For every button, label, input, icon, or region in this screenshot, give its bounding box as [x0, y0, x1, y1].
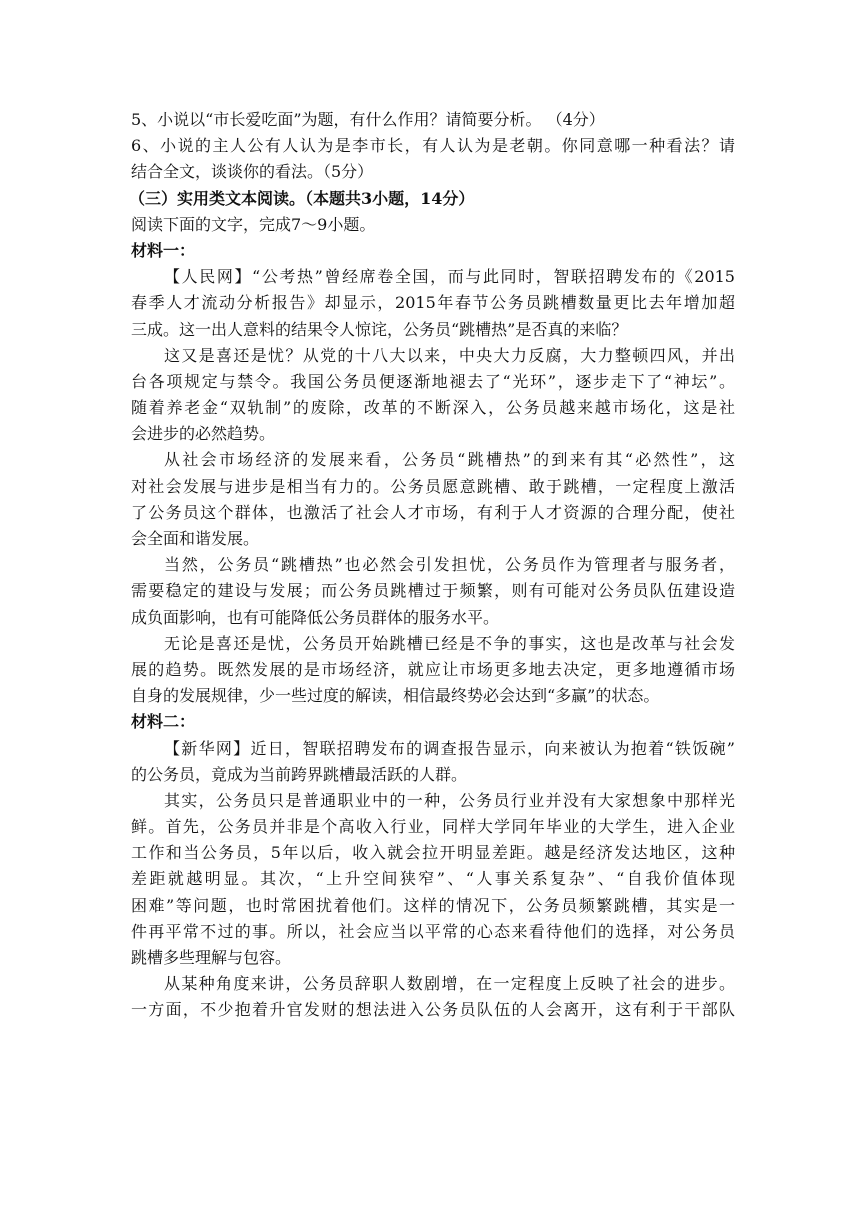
document-page	[131, 107, 735, 1024]
paragraph-line: 其实，公务员只是普通职业中的一种，公务员行业并没有大家想象中那样光	[164, 790, 735, 810]
paragraph-line: 台各项规定与禁令。我国公务员便逐渐地褪去了“光环”，逐步走下了“神坛”。	[131, 371, 735, 391]
paragraph-line: 会进步的必然趋势。	[131, 424, 276, 444]
paragraph-line: 自身的发展规律，少一些过度的解读，相信最终势必会达到“多赢”的状态。	[131, 686, 660, 706]
question-5: 5、小说以“市长爱吃面”为题，有什么作用？请简要分析。 （4分）	[131, 110, 605, 129]
section-instruction: 阅读下面的文字，完成7～9小题。	[131, 214, 376, 234]
paragraph-line: 了公务员这个群体，也激活了社会人才市场，有利于人才资源的合理分配，使社	[131, 502, 735, 522]
paragraph-line: 这又是喜还是忧？从党的十八大以来，中央大力反腐，大力整顿四风，并出	[164, 345, 735, 365]
material-1-heading: 材料一：	[131, 240, 196, 260]
paragraph-line: 从某种角度来讲，公务员辞职人数剧增，在一定程度上反映了社会的进步。	[164, 974, 735, 994]
paragraph-line: 三成。这一出人意料的结果令人惊诧，公务员“跳槽热”是否真的来临？	[131, 319, 628, 339]
question-6-line-2: 结合全文，谈谈你的看法。（5分）	[131, 162, 374, 182]
material-2-paragraph-3	[131, 971, 735, 1023]
paragraph-line: 【人民网】“公考热”曾经席卷全国，而与此同时，智联招聘发布的《2015	[164, 267, 735, 287]
paragraph-line: 当然，公务员“跳槽热”也必然会引发担忧，公务员作为管理者与服务者，	[164, 555, 735, 575]
question-6-line-1: 6、小说的主人公有人认为是李市长，有人认为是老朝。你同意哪一种看法？请	[131, 136, 735, 156]
section-title: （三）实用类文本阅读。（本题共3小题，14分）	[129, 188, 475, 208]
material-1-paragraph-5	[131, 631, 735, 710]
paragraph-line: 需要稳定的建设与发展；而公务员跳槽过于频繁，则有可能对公务员队伍建设造	[131, 581, 735, 601]
paragraph-line: 困难”等问题，也时常困扰着他们。这样的情况下，公务员频繁跳槽，其实是一	[131, 895, 735, 915]
paragraph-line: 成负面影响，也有可能降低公务员群体的服务水平。	[131, 607, 500, 627]
material-2-heading: 材料二：	[131, 712, 196, 732]
paragraph-line: 鲜。首先，公务员并非是个高收入行业，同样大学同年毕业的大学生，进入企业	[131, 817, 735, 837]
paragraph-line: 的公务员，竟成为当前跨界跳槽最活跃的人群。	[131, 764, 468, 784]
material-1-paragraph-2	[131, 343, 735, 448]
material-2-paragraph-1	[131, 736, 735, 788]
paragraph-line: 对社会发展与进步是相当有力的。公务员愿意跳槽、敢于跳槽，一定程度上激活	[131, 476, 735, 496]
paragraph-line: 春季人才流动分析报告》却显示，2015年春节公务员跳槽数量更比去年增加超	[131, 293, 735, 313]
paragraph-line: 件再平常不过的事。所以，社会应当以平常的心态来看待他们的选择，对公务员	[131, 921, 735, 941]
paragraph-line: 无论是喜还是忧，公务员开始跳槽已经是不争的事实，这也是改革与社会发	[164, 633, 735, 653]
paragraph-line: 一方面，不少抱着升官发财的想法进入公务员队伍的人会离开，这有利于干部队	[131, 1000, 735, 1020]
paragraph-line: 从社会市场经济的发展来看，公务员“跳槽热”的到来有其“必然性”，这	[164, 450, 735, 470]
paragraph-line: 会全面和谐发展。	[131, 529, 260, 548]
paragraph-line: 差距就越明显。其次，“上升空间狭窄”、“人事关系复杂”、“自我价值体现	[131, 869, 735, 889]
material-2-paragraph-2	[131, 788, 735, 971]
paragraph-line: 随着养老金“双轨制”的废除，改革的不断深入，公务员越来越市场化，这是社	[131, 398, 735, 418]
paragraph-line: 跳槽多些理解与包容。	[131, 948, 292, 967]
paragraph-line: 工作和当公务员，5年以后，收入就会拉开明显差距。越是经济发达地区，这种	[131, 843, 735, 863]
paragraph-line: 【新华网】近日，智联招聘发布的调查报告显示，向来被认为抱着“铁饭碗”	[164, 738, 735, 758]
material-1-paragraph-3	[131, 447, 735, 552]
material-1-paragraph-4	[131, 552, 735, 631]
material-1-paragraph-1	[131, 264, 735, 343]
paragraph-line: 展的趋势。既然发展的是市场经济，就应让市场更多地去决定，更多地遵循市场	[131, 659, 735, 679]
